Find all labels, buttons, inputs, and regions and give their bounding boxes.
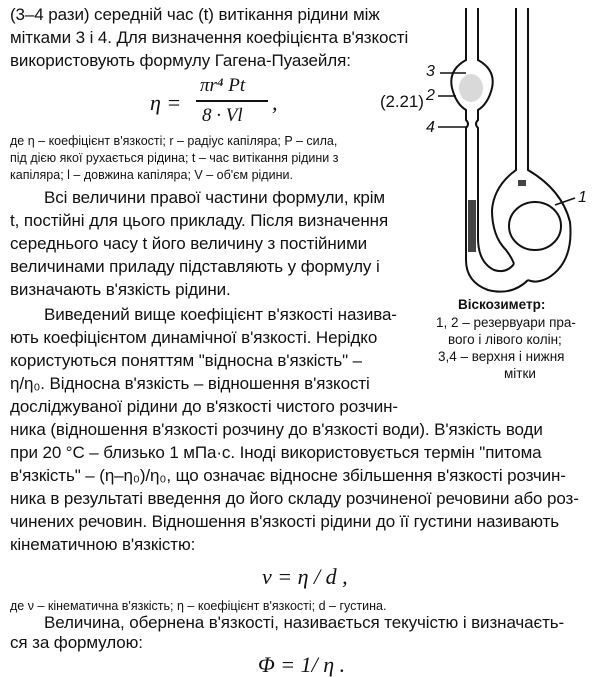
formula-trailing-comma: , [272,90,278,115]
para3-line-1: Величина, обернена в'язкості, називається текучістю і визначаєть- [44,613,565,632]
formula-numerator: πr⁴ Pt [200,75,246,96]
intro-line-3: використовують формулу Гагена-Пуазейля: [10,51,351,70]
figure-label-3: 3 [426,63,435,80]
para2-line-3: користуються поняттям "відносна в'язкість" – [10,351,363,370]
legend1-line-2: під дією якої рухається рідина; t – час витікання рідини з [10,151,339,165]
figure-caption-line-2: вого і лівого колін; [448,332,562,347]
formula-phi: Φ = 1/ η . [258,652,346,677]
para1-line-5: визначають в'язкість рідини. [10,280,231,299]
para1-line-1: Всі величини правої частини формули, крім [44,188,386,207]
intro-line-1: (3–4 рази) середній час (t) витікання рідини між [10,5,380,24]
figure-caption-line-3: 3,4 – верхня і нижня [438,349,565,364]
para3-line-2: ся за формулою: [10,633,143,652]
formula-number: (2.21) [380,92,424,111]
para1-line-3: середнього часу t його величину з постійними [10,234,368,253]
figure-label-2: 2 [426,87,435,104]
formula-nu: ν = η / d , [262,564,348,589]
para2-line-11: кінематичною в'язкістю: [10,535,196,554]
intro-line-2: мітками 3 і 4. Для визначення коефіцієнта в'язкості [10,28,409,47]
figure-label-1: 1 [578,189,587,206]
para2-line-1: Виведений вище коефіцієнт в'язкості назива- [44,305,397,324]
para2-line-7: при 20 °С – близько 1 мПа·с. Іноді використовується термін "питома [10,443,542,462]
para1-line-2: t, постійні для цього прикладу. Після визначення [10,211,389,230]
legend1-line-3: капіляра; l – довжина капіляра; V – об'єм рідини. [10,168,293,182]
legend1-line-1: де η – коефіцієнт в'язкості; r – радіус капіляра; P – сила, [10,134,338,148]
para2-line-2: ють коефіцієнтом динамічної в'язкості. Нерідко [10,328,378,347]
para2-line-4: η/η₀. Відносна в'язкість – відношення в'язкості [10,374,370,393]
figure-caption-title: Віскозиметр: [458,297,546,312]
formula-lhs: η = [150,90,182,115]
para2-line-5: досліджуваної рідини до в'язкості чистого розчин- [10,397,398,416]
para2-line-9: ника в результаті введення до його складу розчиненої речовини або роз- [10,489,579,508]
para1-line-4: величинами приладу підставляють у формулу і [10,257,380,276]
formula-denominator: 8 · Vl [202,105,243,126]
figure-caption-line-1: 1, 2 – резервуари пра- [436,315,576,330]
para2-line-10: чинених речовин. Відношення в'язкості рідини до її густини називають [10,512,560,531]
legend2-line-1: де ν – кінематична в'язкість; η – коефіцієнт в'язкості; d – густина. [10,599,387,613]
para2-line-6: ника (відношення в'язкості розчину до в'язкості води). В'язкість води [10,420,543,439]
figure-label-4: 4 [426,119,435,136]
figure-caption-line-4: мітки [504,366,536,381]
para2-line-8: в'язкість" – (η–η₀)/η₀, що означає відносне збільшення в'язкості розчин- [10,466,566,485]
